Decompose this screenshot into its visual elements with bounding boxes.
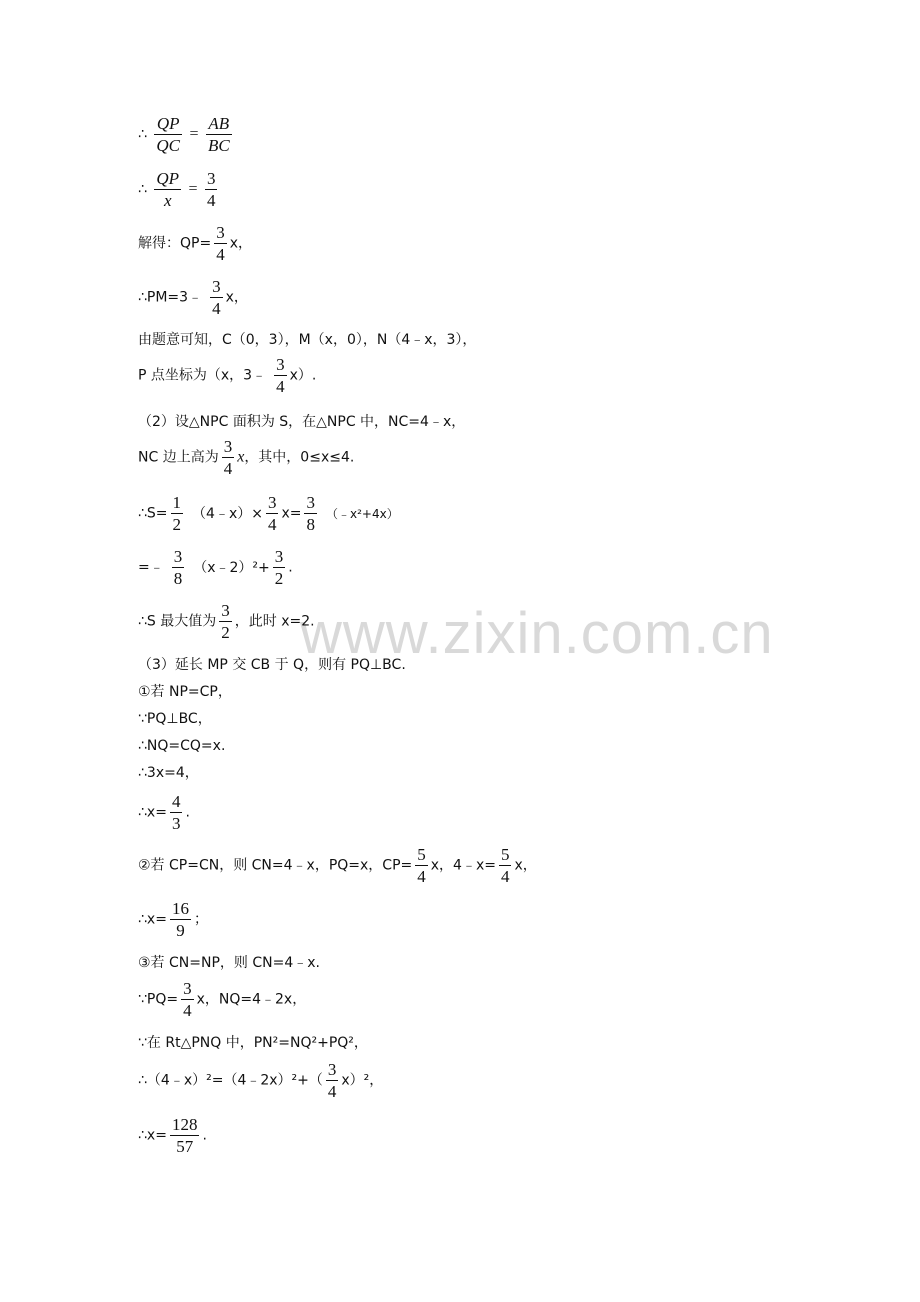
fraction: $\frac{3}{4}$ bbox=[223, 437, 233, 478]
fraction: $\frac{5}{4}$ bbox=[500, 845, 510, 886]
solution-line-5: 由题意可知，C（0，3），M（x，0），N（4﹣x，3）， bbox=[138, 332, 477, 348]
fraction: $\frac{QP}{QC}$ bbox=[156, 114, 180, 155]
solution-line-20: ③若 CN=NP，则 CN=4﹣x. bbox=[138, 955, 320, 971]
solution-line-6: P 点坐标为（x，3﹣ $\frac{3}{4}$ x）. bbox=[138, 355, 317, 396]
solution-line-23: ∴（4﹣x）²=（4﹣2x）²+（ $\frac{3}{4}$ x）²， bbox=[138, 1060, 384, 1101]
watermark: www.zixin.com.cn bbox=[300, 601, 774, 666]
equals: = bbox=[188, 180, 198, 198]
solution-line-24: ∴x= $\frac{128}{57}$ . bbox=[138, 1115, 207, 1156]
solution-line-21: ∵PQ= $\frac{3}{4}$ x，NQ=4﹣2x， bbox=[138, 979, 307, 1020]
fraction: $\frac{3}{4}$ bbox=[216, 223, 225, 264]
solution-line-12: （3）延长 MP 交 CB 于 Q，则有 PQ⊥BC. bbox=[138, 657, 406, 673]
therefore-symbol: ∴ bbox=[138, 181, 147, 198]
therefore-symbol: ∴ bbox=[138, 126, 147, 143]
fraction: $\frac{4}{3}$ bbox=[171, 792, 181, 833]
fraction: $\frac{3}{8}$ bbox=[173, 547, 183, 588]
solution-line-17: ∴x= $\frac{4}{3}$ . bbox=[138, 792, 190, 833]
solution-line-7: （2）设△NPC 面积为 S，在△NPC 中，NC=4﹣x， bbox=[138, 414, 466, 430]
solution-line-4: ∴PM=3﹣ $\frac{3}{4}$ x， bbox=[138, 277, 248, 318]
solution-line-10: =﹣ $\frac{3}{8}$ （x﹣2）²+ $\frac{3}{2}$ . bbox=[138, 547, 293, 588]
fraction: $\frac{3}{4}$ bbox=[212, 277, 221, 318]
solution-line-22: ∵在 Rt△PNQ 中，PN²=NQ²+PQ²， bbox=[138, 1035, 368, 1051]
fraction: $\frac{3}{2}$ bbox=[221, 601, 230, 642]
fraction: $\frac{QP}{x}$ bbox=[156, 169, 180, 210]
fraction: $\frac{3}{4}$ bbox=[276, 355, 285, 396]
fraction: $\frac{3}{4}$ bbox=[327, 1060, 337, 1101]
fraction: $\frac{128}{57}$ bbox=[171, 1115, 198, 1156]
solution-line-3: 解得：QP= $\frac{3}{4}$ x， bbox=[138, 223, 252, 264]
fraction: $\frac{AB}{BC}$ bbox=[207, 114, 230, 155]
fraction: $\frac{3}{4}$ bbox=[267, 493, 277, 534]
fraction: $\frac{3}{2}$ bbox=[274, 547, 284, 588]
fraction: $\frac{1}{2}$ bbox=[172, 493, 182, 534]
fraction: $\frac{3}{4}$ bbox=[206, 169, 216, 210]
solution-line-15: ∴NQ=CQ=x. bbox=[138, 738, 226, 754]
solution-line-8: NC 边上高为 $\frac{3}{4}$ x，其中，0≤x≤4. bbox=[138, 437, 355, 478]
solution-line-16: ∴3x=4， bbox=[138, 765, 199, 781]
solution-line-14: ∵PQ⊥BC， bbox=[138, 711, 212, 727]
solution-line-9: ∴S= $\frac{1}{2}$ （4﹣x）× $\frac{3}{4}$ x= $\frac{3}{8}$ （﹣x²+4x） bbox=[138, 493, 399, 534]
solution-line-19: ∴x= $\frac{16}{9}$ ； bbox=[138, 899, 208, 940]
fraction: $\frac{3}{8}$ bbox=[306, 493, 315, 534]
fraction: $\frac{16}{9}$ bbox=[171, 899, 189, 940]
equals: = bbox=[189, 125, 199, 143]
solution-line-1 bbox=[138, 115, 235, 154]
solution-line-11: ∴S 最大值为 $\frac{3}{2}$ ，此时 x=2. bbox=[138, 601, 315, 642]
fraction: $\frac{5}{4}$ bbox=[417, 845, 426, 886]
solution-line-18: ②若 CP=CN，则 CN=4﹣x，PQ=x，CP= $\frac{5}{4}$ x，4﹣x= $\frac{5}{4}$ x， bbox=[138, 845, 537, 886]
solution-line-2 bbox=[138, 170, 220, 209]
solution-line-13: ①若 NP=CP， bbox=[138, 684, 232, 700]
fraction: $\frac{3}{4}$ bbox=[183, 979, 192, 1020]
